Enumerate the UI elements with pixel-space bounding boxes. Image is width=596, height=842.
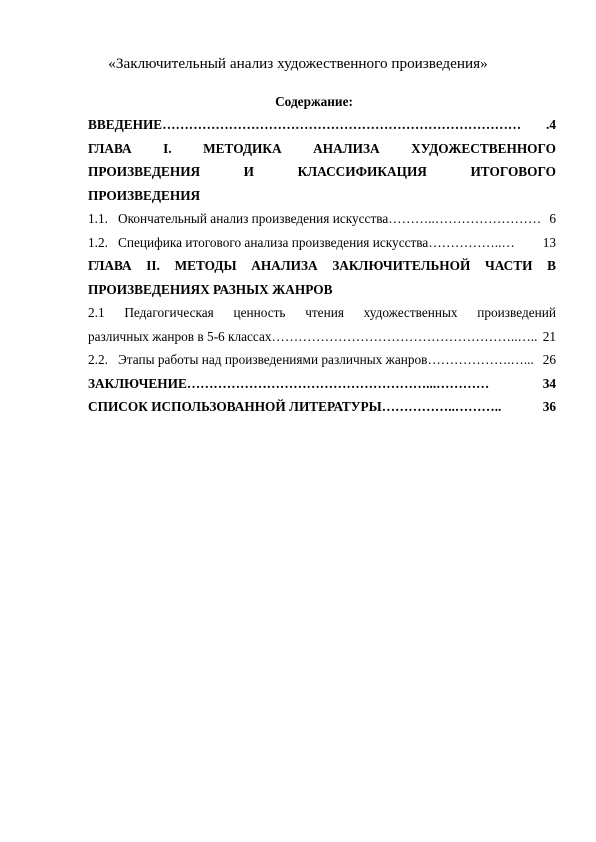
toc-entry-1-2 [88, 231, 556, 255]
toc-page-number: 6 [549, 211, 556, 226]
toc-entry-number: 1.2. [88, 234, 108, 250]
toc-entry-references [88, 395, 556, 419]
toc-entry-text: различных жанров в 5-6 классах [88, 328, 272, 344]
toc-page-number: 36 [542, 399, 556, 414]
toc-chapter1-line1: ГЛАВА I. МЕТОДИКА АНАЛИЗА ХУДОЖЕСТВЕННОГО [88, 140, 556, 156]
toc-entry-2-2 [88, 348, 556, 372]
toc-entry-number: 2.2. [88, 352, 108, 367]
toc-entry-text: ВВЕДЕНИЕ [88, 117, 163, 132]
toc-entry-text: Этапы работы над произведениями различных жанров [118, 352, 428, 367]
toc-entry-conclusion [88, 372, 556, 396]
toc-entry-text: СПИСОК ИСПОЛЬЗОВАННОЙ ЛИТЕРАТУРЫ [88, 399, 382, 414]
table-of-contents [88, 113, 556, 419]
toc-leader: ………………………………………………...………… [186, 375, 490, 391]
toc-entry-text: Специфика итогового анализа произведения искусства [118, 234, 429, 250]
toc-chapter1-line3 [88, 184, 556, 208]
toc-entry-2-1-line1: 2.1 Педагогическая ценность чтения художественных произведений [88, 305, 556, 320]
toc-entry-number: 1.1. [88, 211, 108, 226]
toc-entry-intro [88, 113, 556, 137]
toc-leader: ……………………………………………………………………… [162, 117, 522, 132]
document-title: «Заключительный анализ художественного произведения» [108, 55, 488, 72]
toc-page-number: 34 [542, 375, 556, 391]
toc-heading: Содержание: [275, 94, 353, 109]
toc-chapter2-line2 [88, 278, 556, 302]
toc-page-number: 13 [542, 234, 556, 250]
toc-leader: ……………..……….. [381, 399, 502, 414]
toc-leader: ………………………………………………..….. [271, 328, 538, 344]
toc-chapter1-line2: ПРОИЗВЕДЕНИЯ И КЛАССИФИКАЦИЯ ИТОГОВОГО [88, 164, 556, 179]
toc-entry-text: Окончательный анализ произведения искусства [118, 211, 389, 226]
toc-leader: ……………..… [428, 234, 515, 250]
toc-entry-2-1-line2 [88, 325, 556, 349]
toc-page-number: 26 [542, 352, 556, 367]
toc-page-number: .4 [546, 117, 556, 132]
toc-leader: ………..…………………… [388, 211, 542, 226]
toc-chapter2-line1: ГЛАВА II. МЕТОДЫ АНАЛИЗА ЗАКЛЮЧИТЕЛЬНОЙ ЧАСТИ В [88, 258, 556, 273]
toc-entry-text: ЗАКЛЮЧЕНИЕ [88, 375, 187, 391]
toc-entry-text: ПРОИЗВЕДЕНИЯ [88, 187, 201, 203]
toc-page-number: 21 [542, 328, 556, 344]
toc-entry-text: ПРОИЗВЕДЕНИЯХ РАЗНЫХ ЖАНРОВ [88, 281, 333, 297]
toc-leader: ……………….…... [427, 352, 534, 367]
toc-entry-1-1 [88, 207, 556, 231]
